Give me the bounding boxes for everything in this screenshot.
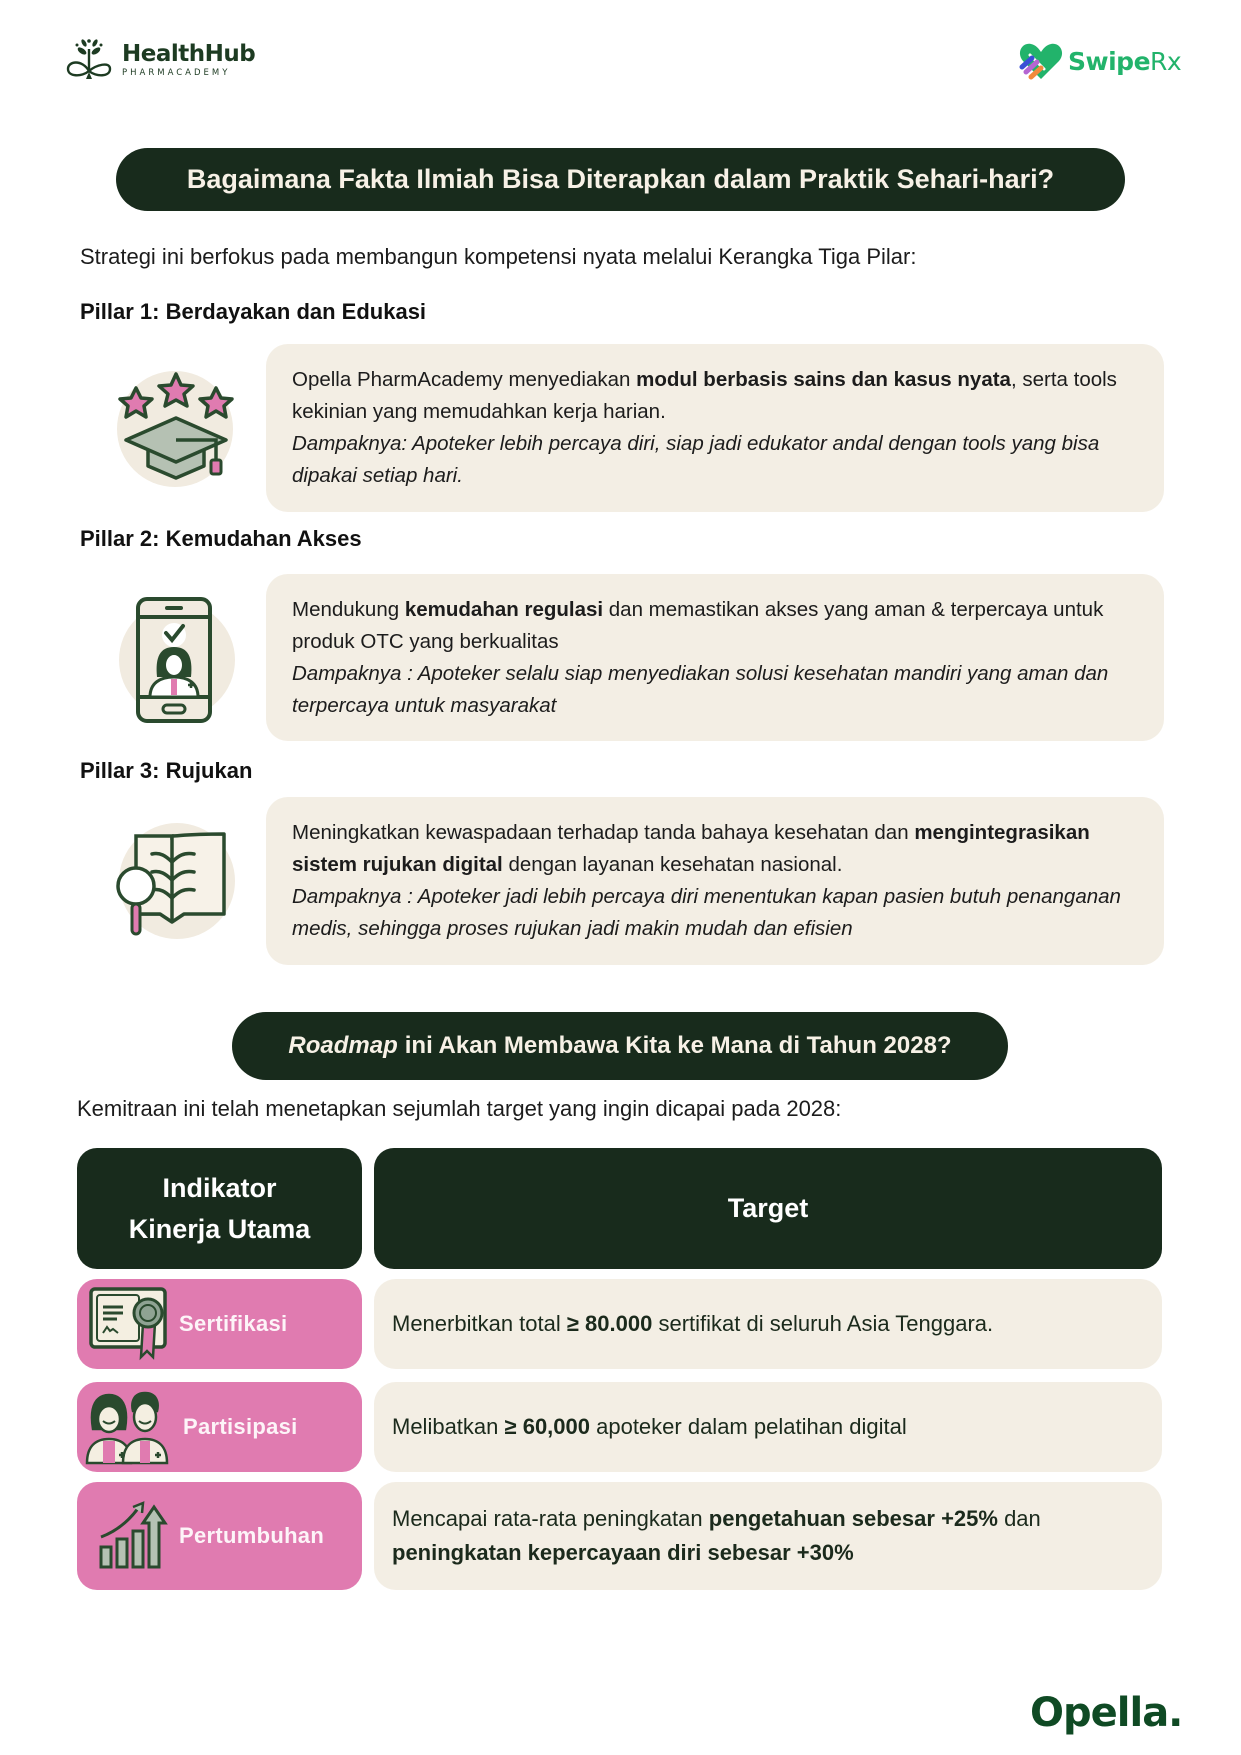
- pillar-3-heading: Pillar 3: Rujukan: [80, 758, 253, 783]
- certificate-icon: [87, 1283, 173, 1365]
- swiperx-heart-icon: [1018, 41, 1064, 81]
- kpi-header-indicator-line1: Indikator: [162, 1172, 277, 1203]
- intro-text: Strategi ini berfokus pada membangun kompetensi nyata melalui Kerangka Tiga Pilar:: [80, 244, 917, 269]
- kpi-target-text: Menerbitkan total: [392, 1311, 567, 1336]
- roadmap-title: ini Akan Membawa Kita ke Mana di Tahun 2028?: [404, 1032, 952, 1059]
- healthhub-name: HealthHub: [122, 40, 256, 67]
- kpi-target-sertifikasi-text: [392, 1307, 1144, 1341]
- kpi-target-text-mid: dan: [997, 1506, 1041, 1531]
- kpi-label-pertumbuhan: Pertumbuhan: [179, 1523, 325, 1548]
- opella-logo: Opella.: [1030, 1690, 1183, 1736]
- kpi-header-target: [374, 1148, 1162, 1269]
- kpi-target-partisipasi-text: [392, 1410, 1144, 1444]
- pillar-1-card: [266, 344, 1164, 512]
- kpi-target-text-post: apoteker dalam pelatihan digital: [590, 1414, 907, 1439]
- book-magnifier-icon: [114, 830, 232, 942]
- pillar-3-text-post: dengan layanan kesehatan nasional.: [502, 853, 843, 876]
- roadmap-title-italic: Roadmap: [288, 1032, 398, 1059]
- swiperx-name-rest: Rx: [1150, 46, 1182, 76]
- swiperx-name: [1068, 47, 1181, 76]
- pillar-2-impact: Dampaknya : Apoteker selalu siap menyediakan solusi kesehatan mandiri yang aman dan terpercaya untuk masyarakat: [292, 661, 1109, 717]
- kpi-target-text: Melibatkan: [392, 1414, 505, 1439]
- pillar-1-text-bold: modul berbasis sains dan kasus nyata: [636, 368, 1011, 391]
- kpi-header-indicator-line2: Kinerja Utama: [128, 1213, 311, 1244]
- kpi-target-text-post: sertifikat di seluruh Asia Tenggara.: [652, 1311, 994, 1336]
- pillar-2-heading: Pillar 2: Kemudahan Akses: [80, 526, 362, 551]
- graduation-cap-stars-icon: [112, 370, 240, 486]
- pillar-2-text: Mendukung: [292, 597, 405, 621]
- kpi-target-value: ≥ 60,000: [504, 1414, 590, 1439]
- pillar-2-text-post: dan memastikan akses yang aman & terpercaya untuk produk OTC yang berkualitas: [292, 597, 1104, 653]
- swiperx-logo: [1018, 40, 1193, 82]
- pillar-1-heading: Pillar 1: Berdayakan dan Edukasi: [80, 299, 427, 324]
- pillar-1-impact: Dampaknya: Apoteker lebih percaya diri, siap jadi edukator andal dengan tools yang bisa dipakai setiap hari.: [292, 432, 1100, 487]
- pillar-3-text: Meningkatkan kewaspadaan terhadap tanda bahaya kesehatan dan: [292, 821, 915, 844]
- roadmap-title-pill: [232, 1012, 1008, 1080]
- healthhub-logo: [64, 36, 274, 82]
- pillar-3-description: [292, 817, 1138, 881]
- kpi-header-target-label: Target: [727, 1193, 809, 1223]
- healthhub-subtitle: PHARMACADEMY: [122, 67, 231, 78]
- pillar-3-card: [266, 797, 1164, 965]
- kpi-label-partisipasi: Partisipasi: [183, 1414, 298, 1439]
- pillar-2-description: [292, 594, 1138, 658]
- kpi-row-sertifikasi-label: [77, 1279, 362, 1369]
- swiperx-name-bold: Swipe: [1068, 46, 1151, 76]
- roadmap-intro: Kemitraan ini telah menetapkan sejumlah target yang ingin dicapai pada 2028:: [77, 1096, 842, 1121]
- kpi-row-pertumbuhan-label: [77, 1482, 362, 1590]
- kpi-target-pertumbuhan: [374, 1482, 1162, 1590]
- kpi-target-pertumbuhan-text: [392, 1502, 1144, 1570]
- kpi-target-partisipasi: [374, 1382, 1162, 1472]
- kpi-header-indicator: [77, 1148, 362, 1269]
- pillar-2-text-bold: kemudahan regulasi: [404, 597, 604, 621]
- pillar-3-impact: Dampaknya : Apoteker jadi lebih percaya diri menentukan kapan pasien butuh penanganan medis, sehingga proses rujukan jadi makin mudah dan efisien: [292, 885, 1121, 940]
- kpi-target-text: Mencapai rata-rata peningkatan: [392, 1506, 709, 1531]
- pillar-2-card: [266, 574, 1164, 741]
- kpi-row-partisipasi-label: [77, 1382, 362, 1472]
- healthhub-tree-icon: [64, 37, 114, 81]
- section-title: Bagaimana Fakta Ilmiah Bisa Diterapkan dalam Praktik Sehari-hari?: [186, 164, 1055, 194]
- pillar-1-description: [292, 364, 1138, 428]
- kpi-target-value: ≥ 80.000: [566, 1311, 653, 1336]
- kpi-label-sertifikasi: Sertifikasi: [179, 1311, 288, 1336]
- kpi-target-value: pengetahuan sebesar +25%: [708, 1506, 998, 1531]
- growth-chart-icon: [97, 1501, 177, 1571]
- pillar-1-text: Opella PharmAcademy menyediakan: [292, 368, 637, 391]
- pillar-3-text-bold: mengintegrasikan sistem rujukan digital: [292, 821, 1090, 876]
- pharmacists-icon: [85, 1389, 171, 1465]
- section-title-pill: [116, 148, 1125, 211]
- kpi-target-sertifikasi: [374, 1279, 1162, 1369]
- pillar-1-text-post: , serta tools kekinian yang memudahkan kerja harian.: [292, 368, 1117, 423]
- phone-pharmacist-icon: [132, 595, 216, 725]
- kpi-target-value-2: peningkatan kepercayaan diri sebesar +30%: [392, 1540, 854, 1565]
